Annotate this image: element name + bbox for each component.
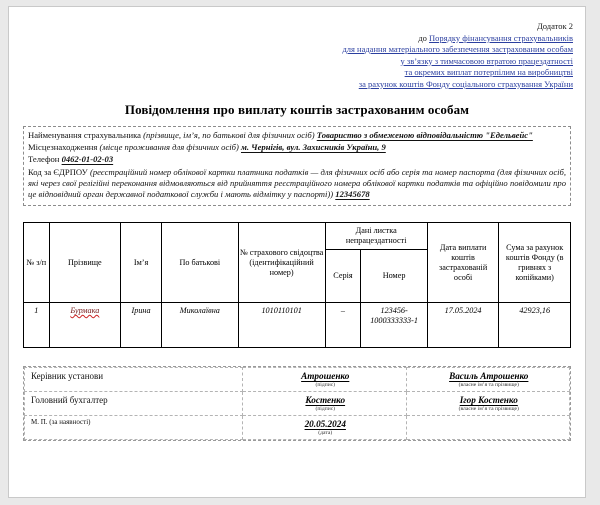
insurer-name-row [28, 130, 566, 141]
signature-date-value: 20.05.2024 [304, 419, 346, 430]
th-amount: Сума за рахунок коштів Фонду (в гривнях з копійками) [499, 223, 571, 303]
header-line-1-plain: Додаток 2 [536, 21, 573, 31]
insurer-address-hint: (місце проживання для фізичних осіб) [99, 142, 239, 153]
signature-role-director: Керівник установи [25, 368, 243, 392]
header-line-6 [9, 79, 573, 91]
signature-table [24, 367, 570, 440]
insurer-name-value[interactable]: Товариство з обмеженою відповідальністю "Едельвейс" [316, 130, 533, 140]
document-page [8, 6, 586, 498]
signature-date-hint: (дата) [318, 430, 333, 437]
stamp-label: М. П. (за наявності) [25, 416, 243, 440]
signature-accountant-sign: Костенко [305, 395, 346, 406]
header-line-2 [9, 33, 573, 45]
table-header-row-1 [24, 223, 571, 250]
insurer-edrpou-value[interactable]: 12345678 [335, 189, 370, 200]
insurer-name-hint: (прізвище, ім’я, по батькові для фізичних осіб) [143, 130, 315, 140]
insurer-edrpou-hint: (реєстраційний номер облікової картки платника податків — для фізичних осіб або серія та номер паспорта (для фізичних осіб, які через свої релігійні переконання відмовляються від прийняття реєстраційного номера облікової картки податків та офіційно повідомили про це відповідний орган державної податкової служби і мають відмітку у паспорті)) [28, 166, 566, 200]
signature-row-stamp [25, 416, 570, 440]
insurer-phone-label: Телефон [28, 154, 60, 165]
cell-series: – [325, 303, 361, 348]
signature-director-sign-hint: (підпис) [315, 382, 336, 389]
signature-director-sign: Атрошенко [301, 371, 350, 382]
header-line-2-plain: до [418, 32, 430, 43]
insurer-phone-value[interactable]: 0462-01-02-03 [61, 154, 114, 165]
signature-row-director [25, 368, 570, 392]
cell-surname-text: Бурмака [70, 306, 100, 316]
th-patronymic: По батькові [162, 223, 239, 303]
th-row-number: № з/п [24, 223, 50, 303]
signature-accountant-sign-cell[interactable] [243, 392, 407, 416]
header-link-line5[interactable]: та окремих виплат потерпілим на виробництві [404, 67, 573, 77]
insurer-address-row [28, 142, 566, 153]
insurer-address-label: Місцезнаходження [28, 142, 98, 153]
cell-row-number: 1 [24, 303, 50, 348]
cell-surname [49, 303, 121, 348]
header-link-line3[interactable]: для надання матеріального забезпечення застрахованим особам [342, 44, 573, 54]
signature-empty-cell [406, 416, 570, 440]
document-header [9, 21, 573, 90]
header-link-poryadok[interactable]: Порядку фінансування страхувальників [429, 32, 573, 43]
signature-director-name: Василь Атрошенко [449, 371, 529, 382]
th-pay-date: Дата виплати коштів застрахованій особі [427, 223, 499, 303]
cell-certificate: 1010110101 [238, 303, 325, 348]
header-link-line4[interactable]: у зв’язку з тимчасовою втратою працездатності [400, 55, 573, 66]
header-line-3 [9, 44, 573, 56]
header-link-line6[interactable]: за рахунок коштів Фонду соціального страхування України [358, 78, 573, 89]
header-line-5 [9, 67, 573, 79]
signature-accountant-name: Ігор Костенко [459, 395, 518, 406]
page-title: Повідомлення про виплату коштів застрахованим особам [124, 102, 470, 117]
signature-director-sign-cell[interactable] [243, 368, 407, 392]
signature-role-accountant: Головний бухгалтер [25, 392, 243, 416]
payments-table-wrapper [23, 222, 571, 348]
signature-accountant-name-hint: (власне ім’я та прізвище) [458, 406, 519, 413]
header-line-1 [9, 21, 573, 33]
insurer-info-block [23, 126, 571, 206]
insurer-name-label: Найменування страхувальника [28, 130, 141, 140]
cell-firstname: Ірина [121, 303, 162, 348]
payments-table [23, 222, 571, 348]
signature-accountant-sign-hint: (підпис) [315, 406, 336, 413]
signature-block [23, 366, 571, 441]
insurer-address-value[interactable]: м. Чернігів, вул. Захисників України, 9 [240, 142, 386, 153]
insurer-edrpou-row [28, 167, 566, 201]
table-row[interactable] [24, 303, 571, 348]
header-line-4 [9, 56, 573, 68]
cell-amount: 42923,16 [499, 303, 571, 348]
th-certificate: № страхового свідоцтва (ідентифікаційний номер) [238, 223, 325, 303]
signature-director-name-hint: (власне ім’я та прізвище) [458, 382, 519, 389]
cell-pay-date: 17.05.2024 [427, 303, 499, 348]
th-number: Номер [361, 250, 427, 303]
th-surname: Прізвище [49, 223, 121, 303]
signature-director-name-cell[interactable] [406, 368, 570, 392]
signature-accountant-name-cell[interactable] [406, 392, 570, 416]
cell-patronymic: Миколаївна [162, 303, 239, 348]
signature-date-cell[interactable] [243, 416, 407, 440]
signature-row-accountant [25, 392, 570, 416]
th-firstname: Ім’я [121, 223, 162, 303]
cell-number: 123456-1000333333-1 [361, 303, 427, 348]
insurer-edrpou-label: Код за ЄДРПОУ [28, 166, 88, 177]
th-sick-leave-group: Дані листка непрацездатності [325, 223, 427, 250]
th-series: Серія [325, 250, 361, 303]
insurer-phone-row [28, 154, 566, 165]
